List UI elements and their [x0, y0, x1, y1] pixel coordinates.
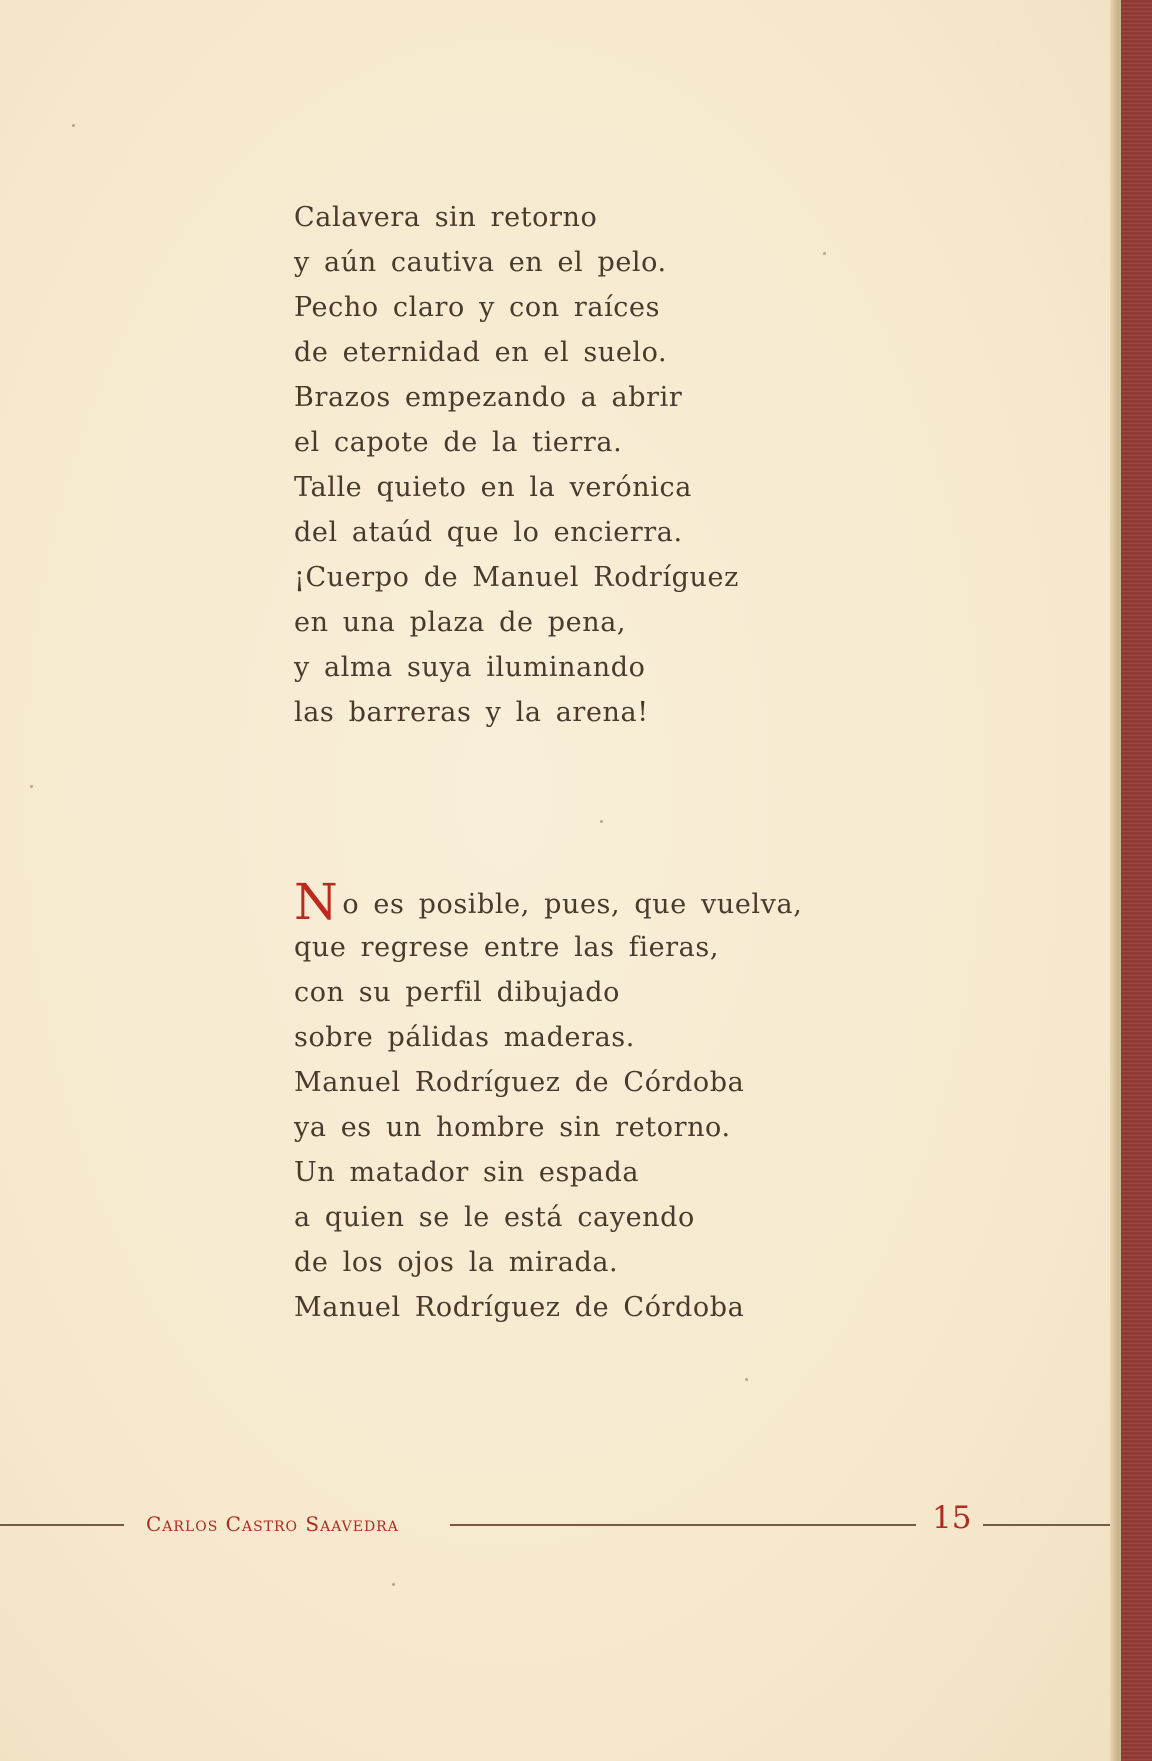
- poem-stanza-2: [294, 873, 803, 1330]
- poem-first-line: [294, 873, 803, 931]
- poem-line: a quien se le está cayendo: [294, 1202, 695, 1233]
- paper-speck: [30, 785, 33, 788]
- poem-line: en una plaza de pena,: [294, 607, 627, 638]
- poem-line: el capote de la tierra.: [294, 427, 623, 458]
- first-line-text: o es posible, pues, que vuelva,: [342, 889, 803, 920]
- poem-line: Manuel Rodríguez de Córdoba: [294, 1292, 745, 1323]
- paper-speck: [72, 124, 75, 127]
- poem-line: de eternidad en el suelo.: [294, 337, 668, 368]
- paper-speck: [823, 252, 826, 255]
- paper-speck: [600, 820, 603, 823]
- poem-line: y aún cautiva en el pelo.: [294, 247, 667, 278]
- poem-line: sobre pálidas maderas.: [294, 1022, 635, 1053]
- poem-line: Un matador sin espada: [294, 1157, 640, 1188]
- drop-cap: N: [294, 873, 339, 931]
- poem-line: Talle quieto en la verónica: [294, 472, 692, 503]
- poem-line: Manuel Rodríguez de Córdoba: [294, 1067, 745, 1098]
- page-number: 15: [932, 1500, 972, 1536]
- poem-line: Calavera sin retorno: [294, 202, 598, 233]
- paper-speck: [745, 1378, 748, 1381]
- page-edge: [1110, 0, 1118, 1761]
- page-footer: [0, 1500, 1122, 1540]
- footer-rule-right: [983, 1524, 1122, 1526]
- poem-line: del ataúd que lo encierra.: [294, 517, 683, 548]
- poem-line: Pecho claro y con raíces: [294, 292, 661, 323]
- poem-line: Brazos empezando a abrir: [294, 382, 683, 413]
- poem-line: que regrese entre las fieras,: [294, 932, 720, 963]
- poem-stanza-1: [294, 195, 739, 735]
- running-footer-author: Carlos Castro Saavedra: [146, 1512, 399, 1536]
- paper-speck: [392, 1583, 395, 1586]
- poem-line: y alma suya iluminando: [294, 652, 646, 683]
- poem-line: las barreras y la arena!: [294, 697, 649, 728]
- poem-line: ya es un hombre sin retorno.: [294, 1112, 731, 1143]
- poem-line: de los ojos la mirada.: [294, 1247, 619, 1278]
- footer-rule-middle: [450, 1524, 916, 1526]
- footer-rule-left: [0, 1524, 124, 1526]
- poem-line: ¡Cuerpo de Manuel Rodríguez: [294, 562, 739, 593]
- book-binding: [1118, 0, 1152, 1761]
- poem-line: con su perfil dibujado: [294, 977, 620, 1008]
